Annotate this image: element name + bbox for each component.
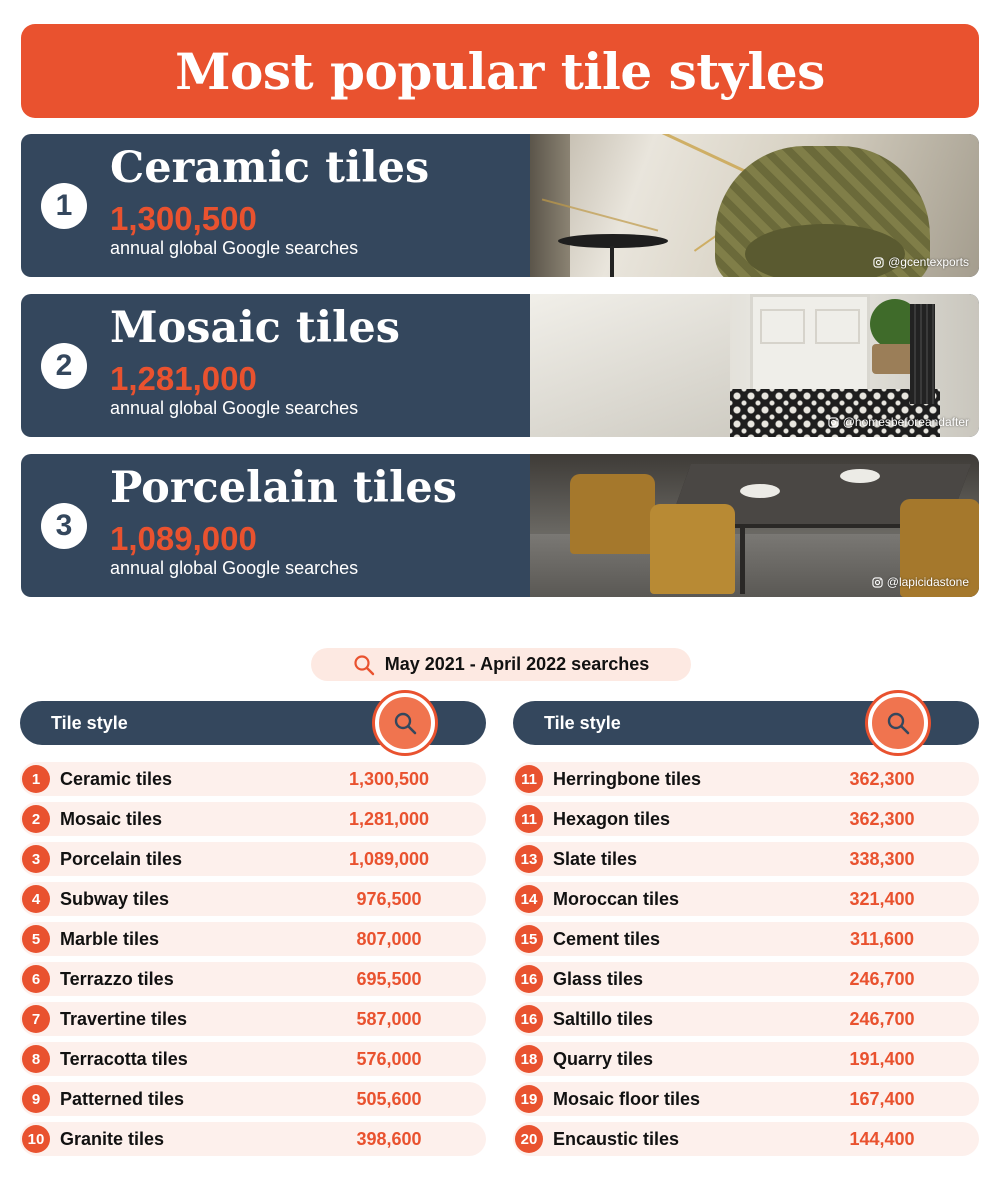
tile-style-name: Hexagon tiles: [553, 809, 671, 829]
table-row: [513, 1122, 979, 1156]
rank-badge: 11: [515, 805, 543, 833]
rank-badge: 18: [515, 1045, 543, 1073]
search-count: 167,400: [849, 1089, 915, 1109]
table-row: [20, 1082, 486, 1116]
table-header-right: [513, 701, 979, 745]
table-row: [513, 1082, 979, 1116]
rank-badge: 20: [515, 1125, 543, 1153]
search-count: 362,300: [849, 769, 915, 789]
table-row: [20, 962, 486, 996]
rank-badge: 1: [22, 765, 50, 793]
photo-credit: @gcentexports: [873, 255, 969, 269]
top-card-value: 1,281,000: [110, 360, 257, 397]
search-count: 362,300: [849, 809, 915, 829]
top-card-1: [21, 134, 979, 277]
top-card-value: 1,300,500: [110, 200, 257, 237]
rank-badge: 3: [22, 845, 50, 873]
table-row: [20, 1122, 486, 1156]
tile-style-name: Mosaic floor tiles: [553, 1089, 701, 1109]
tile-style-name: Quarry tiles: [553, 1049, 654, 1069]
rank-badge: 8: [22, 1045, 50, 1073]
search-count: 246,700: [849, 969, 915, 989]
table-row: [513, 882, 979, 916]
tile-style-name: Encaustic tiles: [553, 1129, 680, 1149]
rank-badge: 16: [515, 965, 543, 993]
table-row: [20, 922, 486, 956]
top-rank-badge: 1: [41, 183, 87, 229]
title-banner: [21, 24, 979, 118]
tile-style-name: Marble tiles: [60, 929, 160, 949]
table-row: [513, 962, 979, 996]
tile-style-name: Glass tiles: [553, 969, 644, 989]
tile-style-name: Herringbone tiles: [553, 769, 702, 789]
top-card-value: 1,089,000: [110, 520, 257, 557]
search-count: 807,000: [356, 929, 422, 949]
search-count: 976,500: [356, 889, 422, 909]
search-count: 321,400: [849, 889, 915, 909]
instagram-icon: [828, 417, 839, 428]
top-card-title: Mosaic tiles: [110, 303, 400, 353]
search-count: 576,000: [356, 1049, 422, 1069]
table-row: [20, 1002, 486, 1036]
rank-badge: 10: [22, 1125, 50, 1153]
top-card-title: Porcelain tiles: [110, 463, 457, 513]
tile-style-name: Slate tiles: [553, 849, 638, 869]
search-count: 1,089,000: [348, 849, 430, 869]
tile-style-name: Subway tiles: [60, 889, 170, 909]
rank-badge: 14: [515, 885, 543, 913]
photo-credit: @homesbeforeandafter: [828, 415, 969, 429]
tile-style-name: Saltillo tiles: [553, 1009, 654, 1029]
porcelain-tiles-photo: [530, 454, 979, 597]
top-card-3: [21, 454, 979, 597]
photo-credit: @lapicidastone: [872, 575, 969, 589]
search-count: 398,600: [356, 1129, 422, 1149]
table-row: [513, 1002, 979, 1036]
table-row: [513, 762, 979, 796]
tile-style-name: Mosaic tiles: [60, 809, 163, 829]
search-count: 311,600: [849, 929, 915, 949]
table-row: [20, 762, 486, 796]
search-count: 191,400: [849, 1049, 915, 1069]
rank-badge: 19: [515, 1085, 543, 1113]
search-count: 144,400: [849, 1129, 915, 1149]
tile-style-name: Porcelain tiles: [60, 849, 183, 869]
rank-badge: 2: [22, 805, 50, 833]
table-row: [513, 842, 979, 876]
top-rank-badge: 2: [41, 343, 87, 389]
rank-badge: 15: [515, 925, 543, 953]
search-count: 338,300: [849, 849, 915, 869]
ranking-list-right: [513, 762, 979, 1162]
tile-style-name: Moroccan tiles: [553, 889, 680, 909]
top-card-subtitle: annual global Google searches: [110, 558, 359, 578]
rank-badge: 16: [515, 1005, 543, 1033]
header-search-badge: [375, 693, 435, 753]
ranking-list-left: [20, 762, 486, 1162]
top-card-2: [21, 294, 979, 437]
page-title: Most popular tile styles: [175, 41, 825, 101]
table-row: [513, 802, 979, 836]
table-row: [20, 842, 486, 876]
top-card-subtitle: annual global Google searches: [110, 238, 359, 258]
top-card-subtitle: annual global Google searches: [110, 398, 359, 418]
search-count: 246,700: [849, 1009, 915, 1029]
table-header-label: Tile style: [544, 713, 621, 733]
rank-badge: 11: [515, 765, 543, 793]
search-count: 587,000: [356, 1009, 422, 1029]
table-row: [20, 882, 486, 916]
tile-style-name: Terrazzo tiles: [60, 969, 174, 989]
instagram-icon: [872, 577, 883, 588]
tile-style-name: Patterned tiles: [60, 1089, 185, 1109]
search-count: 695,500: [356, 969, 422, 989]
rank-badge: 6: [22, 965, 50, 993]
search-count: 505,600: [356, 1089, 422, 1109]
table-row: [20, 802, 486, 836]
search-icon: [885, 710, 911, 736]
rank-badge: 9: [22, 1085, 50, 1113]
table-row: [20, 1042, 486, 1076]
period-label: May 2021 - April 2022 searches: [384, 654, 650, 674]
tile-style-name: Cement tiles: [553, 929, 661, 949]
table-row: [513, 1042, 979, 1076]
tile-style-name: Ceramic tiles: [60, 769, 173, 789]
top-card-title: Ceramic tiles: [110, 143, 430, 193]
rank-badge: 5: [22, 925, 50, 953]
instagram-icon: [873, 257, 884, 268]
table-header-label: Tile style: [51, 713, 128, 733]
rank-badge: 7: [22, 1005, 50, 1033]
search-icon: [353, 654, 375, 676]
tile-style-name: Terracotta tiles: [60, 1049, 188, 1069]
search-icon: [392, 710, 418, 736]
search-count: 1,300,500: [348, 769, 430, 789]
table-header-left: [20, 701, 486, 745]
period-pill: [311, 648, 691, 681]
search-count: 1,281,000: [348, 809, 430, 829]
tile-style-name: Travertine tiles: [60, 1009, 188, 1029]
top-rank-badge: 3: [41, 503, 87, 549]
rank-badge: 13: [515, 845, 543, 873]
tile-style-name: Granite tiles: [60, 1129, 165, 1149]
mosaic-tiles-photo: [530, 294, 979, 437]
ceramic-tiles-photo: [530, 134, 979, 277]
rank-badge: 4: [22, 885, 50, 913]
table-row: [513, 922, 979, 956]
header-search-badge: [868, 693, 928, 753]
